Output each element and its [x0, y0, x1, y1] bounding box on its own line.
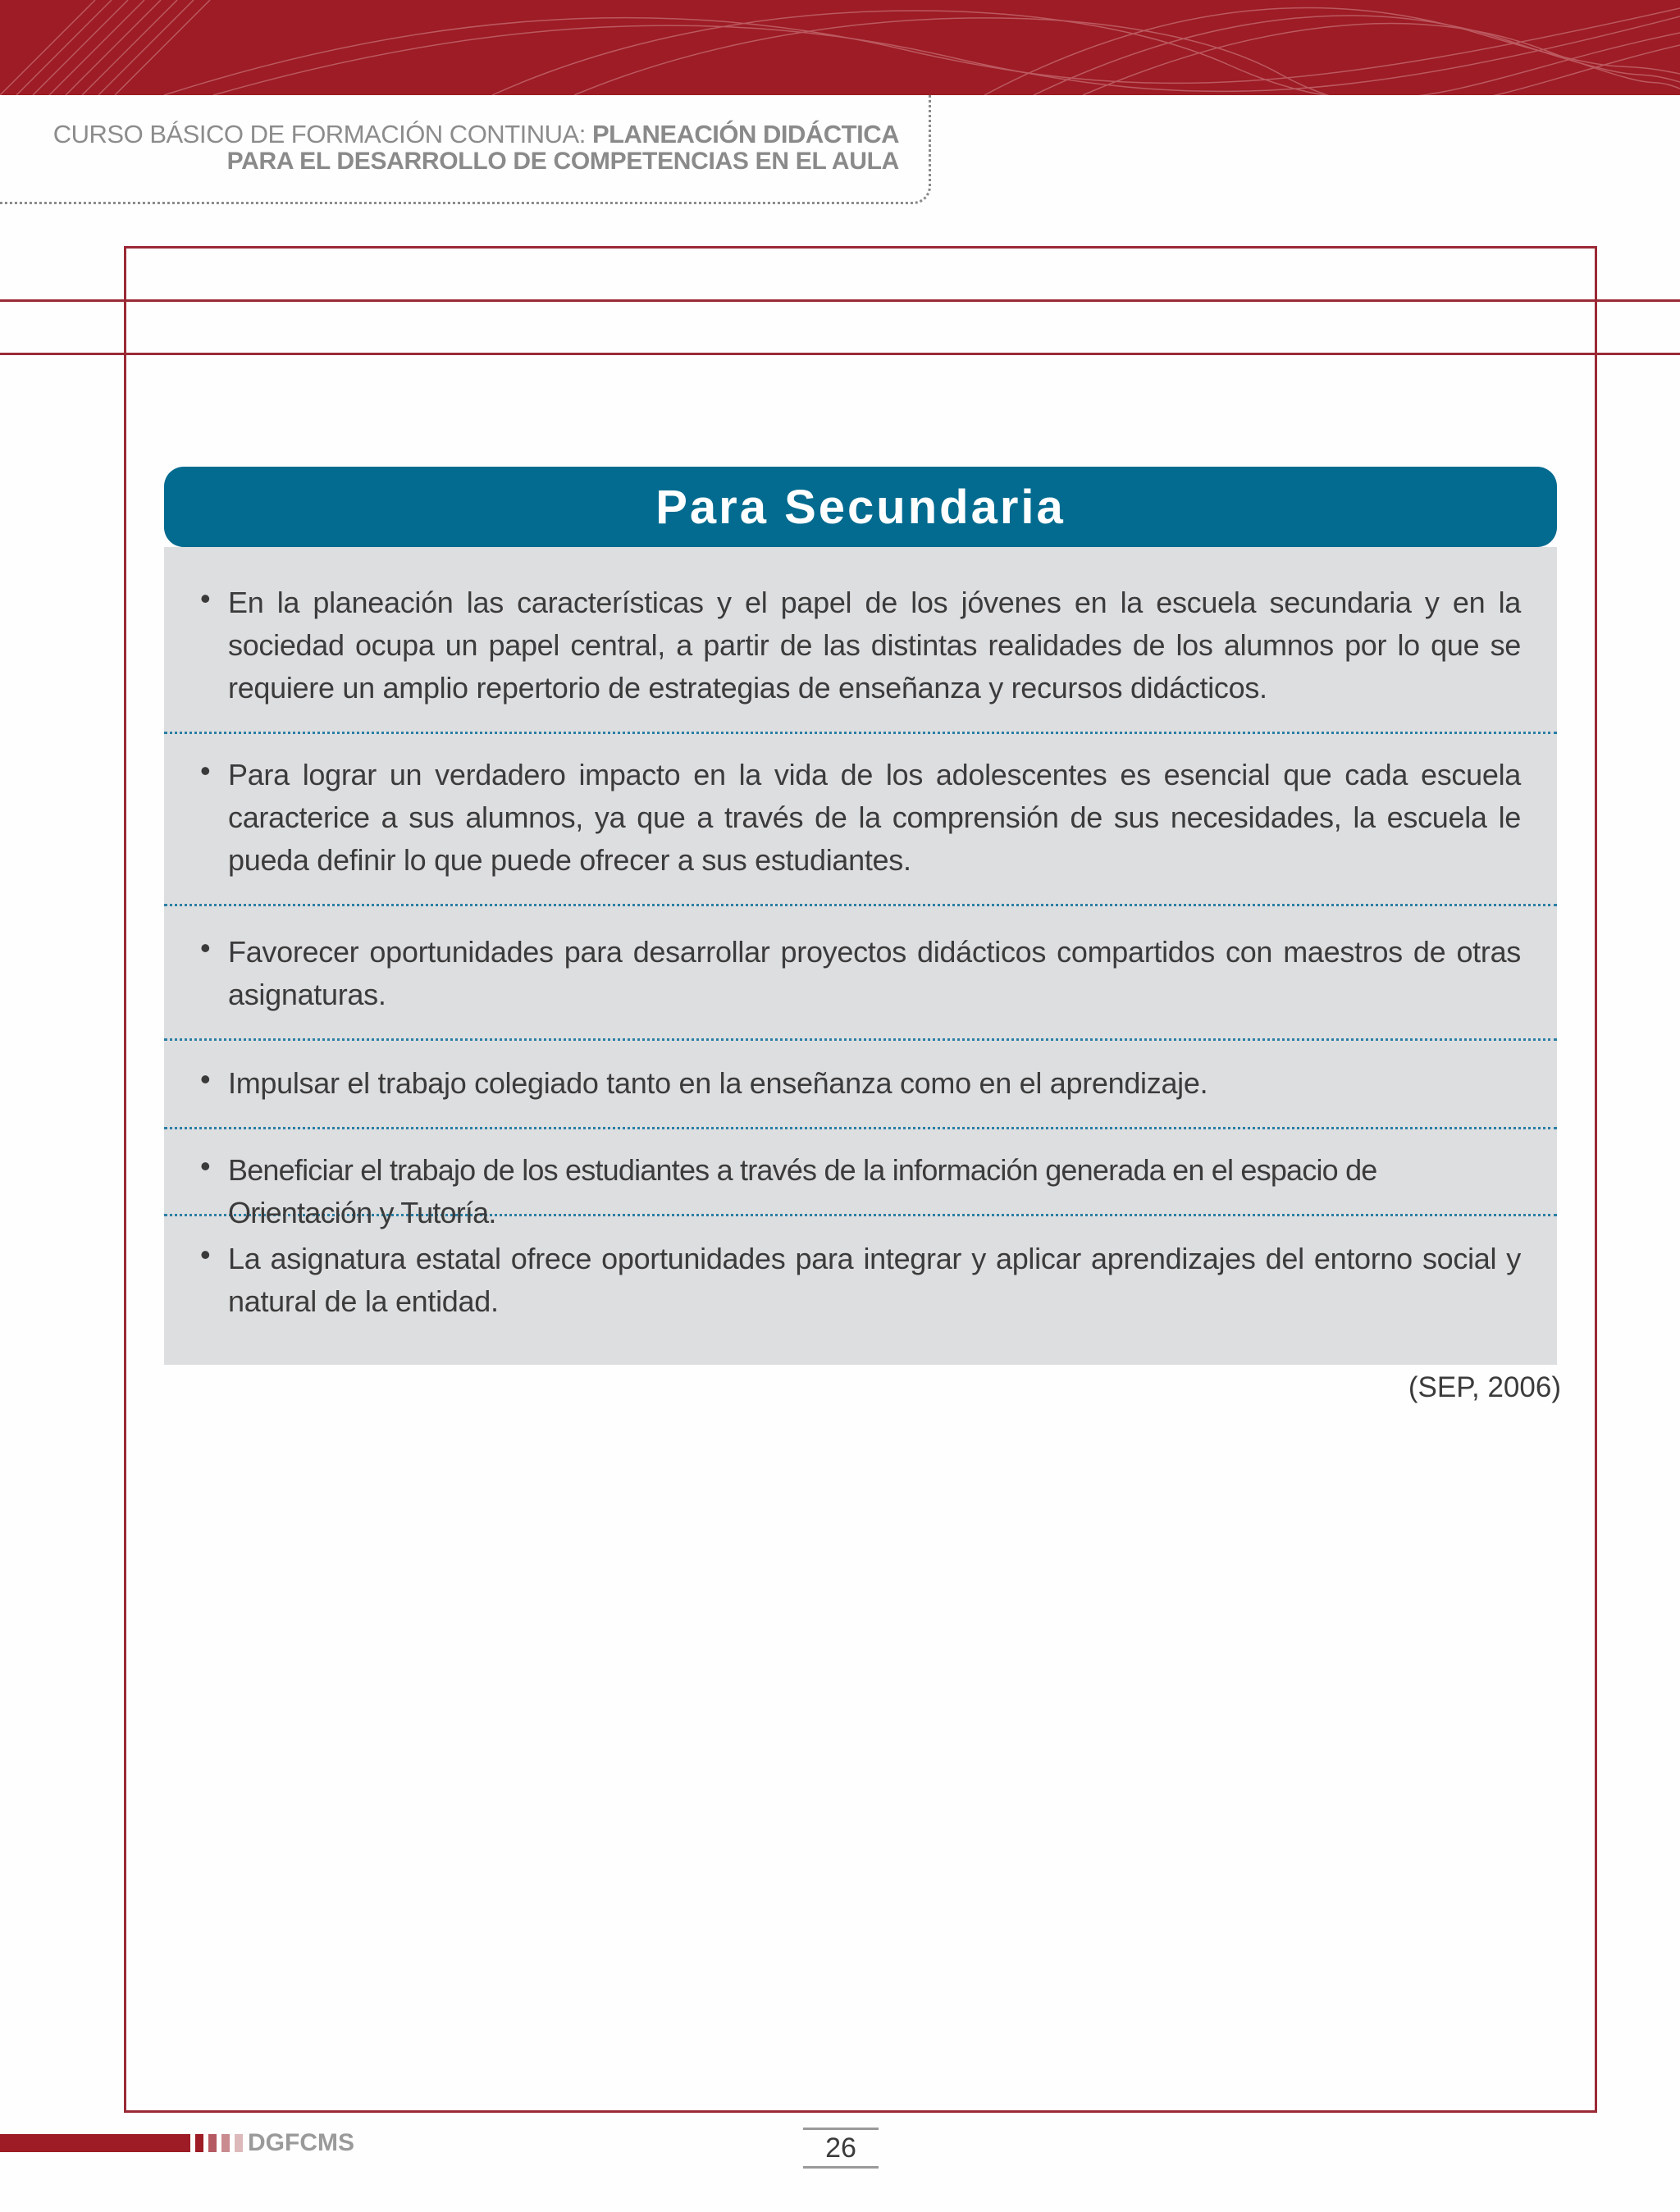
frame-rule-top	[0, 299, 1680, 302]
box-body	[164, 547, 1557, 1365]
list-item-text: Beneficiar el trabajo de los estudiantes a través de la información generada en el espacio de Orientación y Tutoría.	[228, 1153, 1377, 1229]
bullet-mark: •	[200, 1062, 211, 1096]
running-header	[0, 95, 931, 204]
list-item	[164, 906, 1557, 1041]
bullet-mark: •	[200, 754, 211, 787]
citation: (SEP, 2006)	[1408, 1371, 1561, 1403]
bullet-mark: •	[200, 582, 211, 615]
top-decorative-band	[0, 0, 1680, 95]
footer-stripe	[235, 2134, 243, 2152]
footer-stripe	[221, 2134, 230, 2152]
header-course-plain: CURSO BÁSICO DE FORMACIÓN CONTINUA:	[52, 120, 592, 148]
header-course-line	[53, 120, 899, 149]
header-course-bold: PLANEACIÓN DIDÁCTICA	[591, 120, 899, 148]
footer-red-bar	[0, 2134, 190, 2152]
list-item-text: La asignatura estatal ofrece oportunidades para integrar y aplicar aprendizajes del entorno social y natural de la entidad.	[228, 1242, 1521, 1318]
box-header	[164, 467, 1557, 547]
list-item-text: Para lograr un verdadero impacto en la vida de los adolescentes es esencial que cada escuela caracterice a sus alumnos, ya que a través de la comprensión de sus necesidades, la escuela le pueda definir lo que puede ofrecer a sus estudiantes.	[228, 758, 1521, 877]
footer-stripe	[208, 2134, 217, 2152]
page-number: 26	[803, 2128, 879, 2169]
list-item-text: En la planeación las características y el papel de los jóvenes en la escuela secundaria y en la sociedad ocupa un papel central, a partir de las distintas realidades de los alumnos por lo que se requiere un amplio repertorio de estrategias de enseñanza y recursos didácticos.	[228, 586, 1521, 705]
list-item	[164, 547, 1557, 734]
header-subtitle-line: PARA EL DESARROLLO DE COMPETENCIAS EN EL AULA	[226, 148, 899, 175]
box-title: Para Secundaria	[655, 480, 1066, 534]
list-item-text: Favorecer oportunidades para desarrollar proyectos didácticos compartidos con maestros de otras asignaturas.	[228, 935, 1521, 1011]
footer-stripes	[195, 2134, 243, 2152]
list-item	[164, 1041, 1557, 1129]
bullet-mark: •	[200, 1149, 211, 1183]
footer-label: DGFCMS	[248, 2129, 354, 2156]
frame-rule-bottom	[0, 353, 1680, 355]
list-item	[164, 1129, 1557, 1229]
list-item-text: Impulsar el trabajo colegiado tanto en la enseñanza como en el aprendizaje.	[228, 1066, 1208, 1100]
footer-stripe	[195, 2134, 203, 2152]
list-item	[164, 734, 1557, 906]
bullet-mark: •	[200, 1238, 211, 1271]
list-item	[164, 1216, 1557, 1365]
wave-lines-decoration	[0, 0, 1680, 95]
bullet-mark: •	[200, 931, 211, 965]
